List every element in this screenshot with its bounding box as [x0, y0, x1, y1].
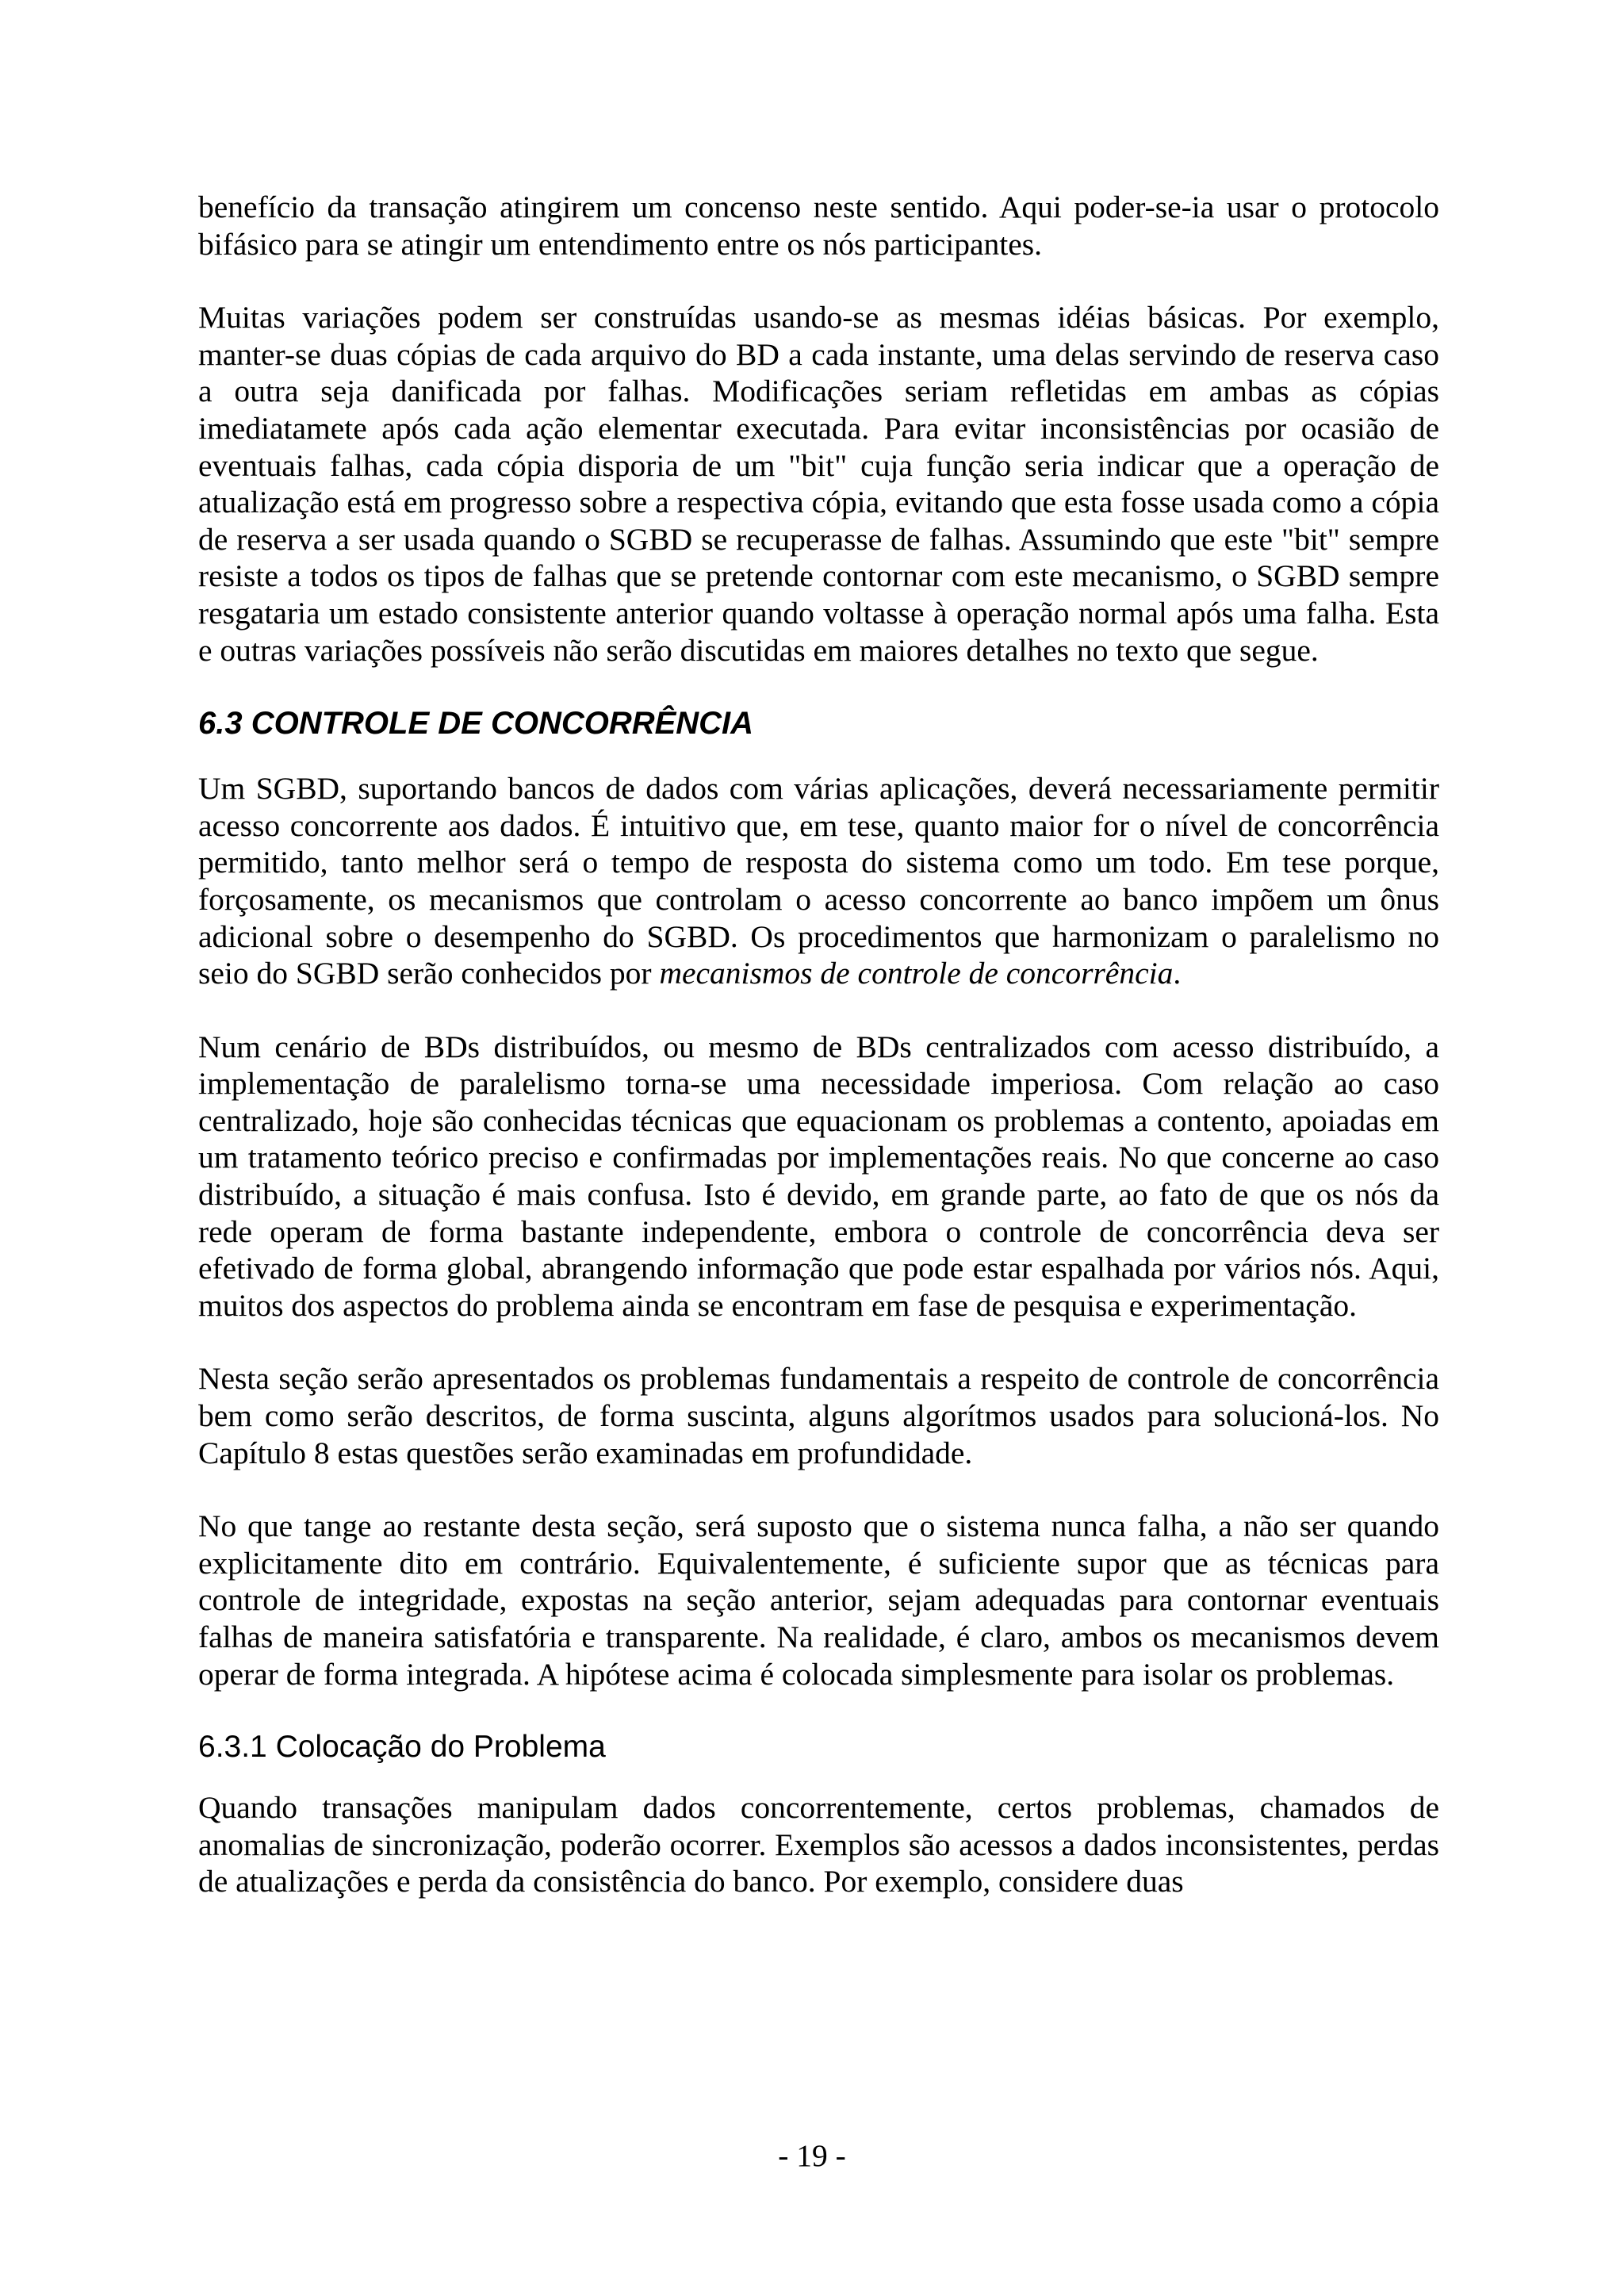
paragraph-3 [198, 770, 1439, 992]
paragraph-4: Num cenário de BDs distribuídos, ou mesmo de BDs centralizados com acesso distribuído, a implementação de paralelismo torna-se uma necessidade imperiosa. Com relação ao caso centralizado, hoje são conhecidas técnicas que equacionam os problemas a contento, apoiadas em um tratamento teórico preciso e confirmadas por implementações reais. No que concerne ao caso distribuído, a situação é mais confusa. Isto é devido, em grande parte, ao fato de que os nós da rede operam de forma bastante independente, embora o controle de concorrência deva ser efetivado de forma global, abrangendo informação que pode estar espalhada por vários nós. Aqui, muitos dos aspectos do problema ainda se encontram em fase de pesquisa e experimentação. [198, 1029, 1439, 1323]
section-heading: 6.3 CONTROLE DE CONCORRÊNCIA [198, 706, 754, 742]
paragraph-3-emphasis: mecanismos de controle de concorrência [659, 956, 1174, 991]
paragraph-3-end: . [1173, 956, 1182, 991]
page-number: - 19 - [778, 2138, 846, 2173]
paragraph-1: benefício da transação atingirem um concenso neste sentido. Aqui poder-se-ia usar o protocolo bifásico para se atingir um entendimento entre os nós participantes. [198, 190, 1439, 262]
paragraph-5: Nesta seção serão apresentados os problemas fundamentais a respeito de controle de concorrência bem como serão descritos, de forma suscinta, alguns algorítmos usados para solucioná-los. No Capítulo 8 estas questões serão examinadas em profundidade. [198, 1361, 1439, 1470]
document-page [198, 189, 1439, 1937]
paragraph-2: Muitas variações podem ser construídas usando-se as mesmas idéias básicas. Por exemplo, manter-se duas cópias de cada arquivo do BD a cada instante, uma delas servindo de reserva caso a outra seja danificada por falhas. Modificações seriam refletidas em ambas as cópias imediatamete após cada ação elementar executada. Para evitar inconsistências por ocasião de eventuais falhas, cada cópia disporia de um "bit" cuja função seria indicar que a operação de atualização está em progresso sobre a respectiva cópia, evitando que esta fosse usada como a cópia de reserva a ser usada quando o SGBD se recuperasse de falhas. Assumindo que este "bit" sempre resiste a todos os tipos de falhas que se pretende contornar com este mecanismo, o SGBD sempre resgataria um estado consistente anterior quando voltasse à operação normal após uma falha. Esta e outras variações possíveis não serão discutidas em maiores detalhes no texto que segue. [198, 300, 1439, 668]
paragraph-3-text: Um SGBD, suportando bancos de dados com várias aplicações, deverá necessariamente permitir acesso concorrente aos dados. É intuitivo que, em tese, quanto maior for o nível de concorrência permitido, tanto melhor será o tempo de resposta do sistema como um todo. Em tese porque, forçosamente, os mecanismos que controlam o acesso concorrente ao banco impõem um ônus adicional sobre o desempenho do SGBD. Os procedimentos que harmonizam o paralelismo no seio do SGBD serão conhecidos por [198, 771, 1439, 991]
paragraph-7: Quando transações manipulam dados concorrentemente, certos problemas, chamados de anomalias de sincronização, poderão ocorrer. Exemplos são acessos a dados inconsistentes, perdas de atualizações e perda da consistência do banco. Por exemplo, considere duas [198, 1790, 1439, 1899]
paragraph-6: No que tange ao restante desta seção, será suposto que o sistema nunca falha, a não ser quando explicitamente dito em contrário. Equivalentemente, é suficiente supor que as técnicas para controle de integridade, expostas na seção anterior, sejam adequadas para contornar eventuais falhas de maneira satisfatória e transparente. Na realidade, é claro, ambos os mecanismos devem operar de forma integrada. A hipótese acima é colocada simplesmente para isolar os problemas. [198, 1508, 1439, 1692]
subsection-heading: 6.3.1 Colocação do Problema [198, 1730, 606, 1765]
